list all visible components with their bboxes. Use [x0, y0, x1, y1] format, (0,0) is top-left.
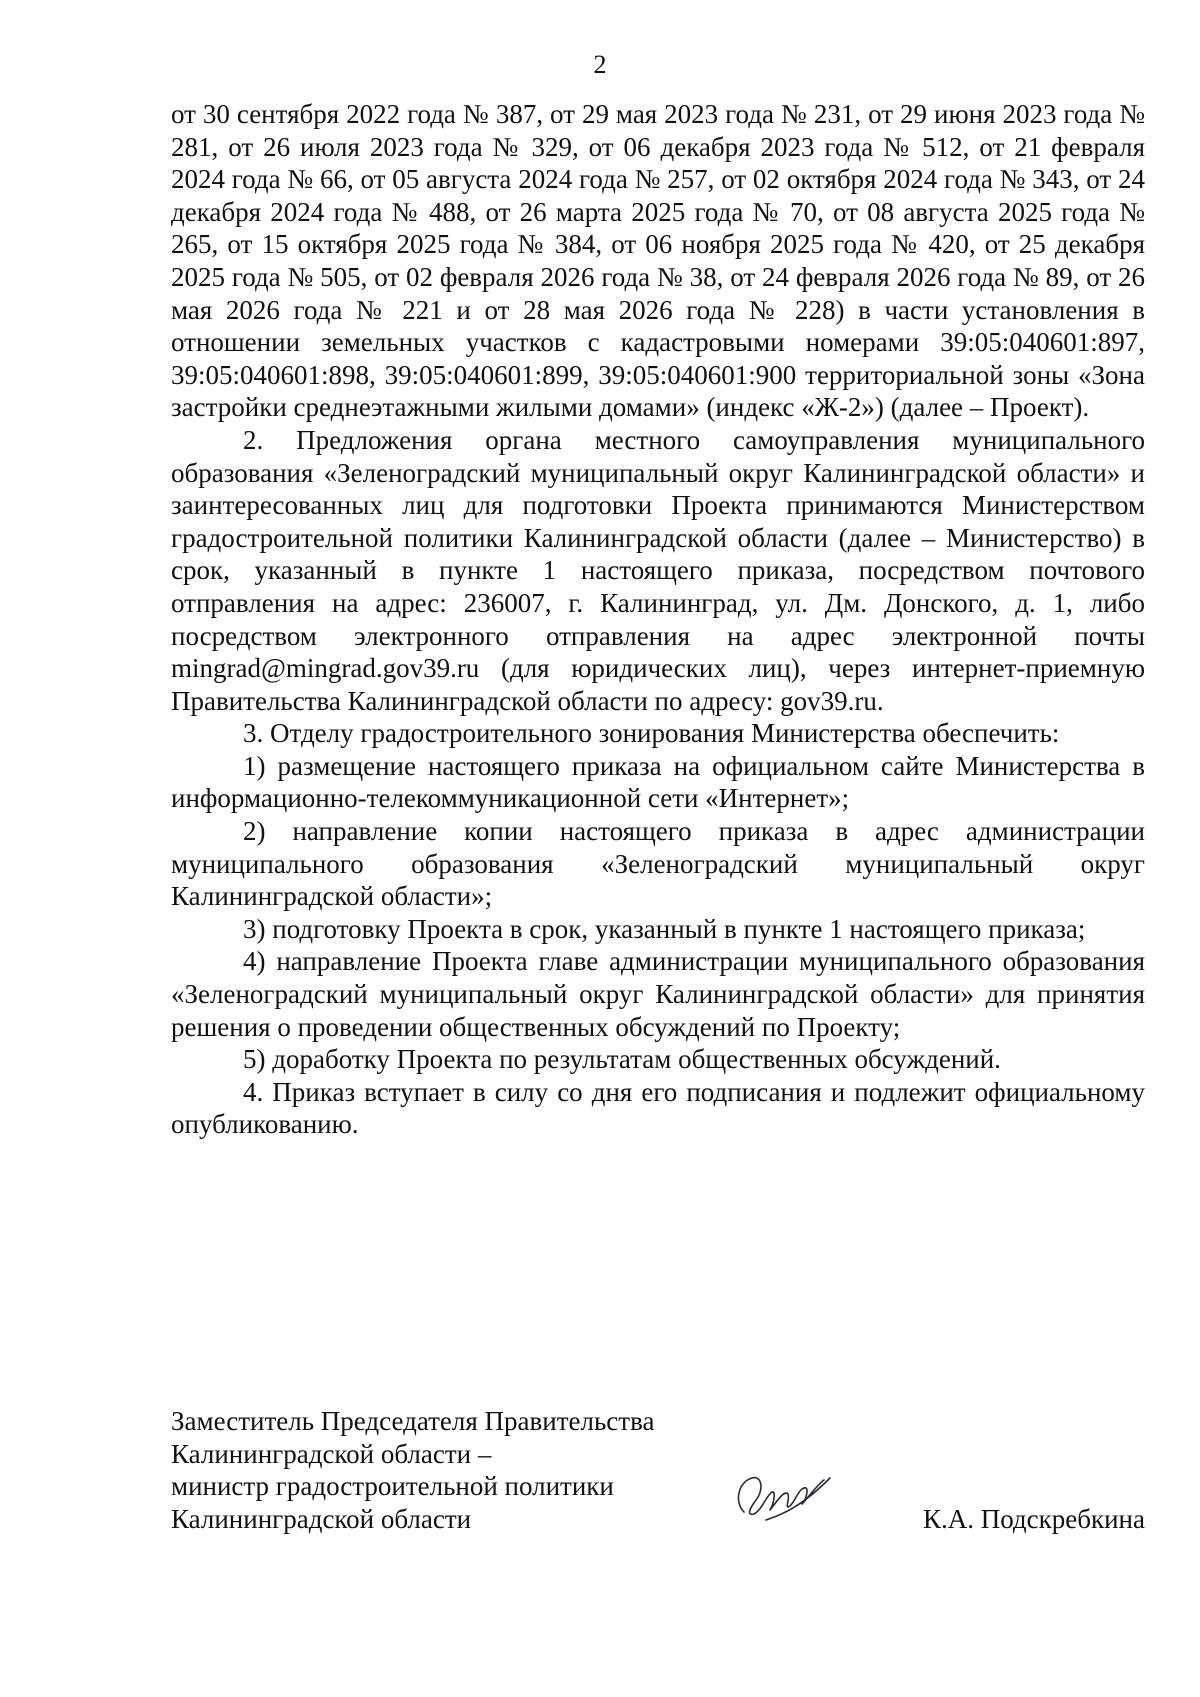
paragraph-4-effective: 4. Приказ вступает в силу со дня его подписания и подлежит официальному опубликованию.	[171, 1076, 1145, 1140]
paragraph-3-item-3: 3) подготовку Проекта в срок, указанный в пункте 1 настоящего приказа;	[243, 913, 1086, 944]
signer-position	[171, 1405, 731, 1535]
document-body	[171, 98, 1145, 1141]
paragraph-continuation: от 30 сентября 2022 года № 387, от 29 мая 2023 года № 231, от 29 июня 2023 года № 281, от 26 июля 2023 года № 329, от 06 декабря 2023 года № 512, от 21 февраля 2024 года № 66, от 05 августа 2024 года № 257, от 02 октября 2024 года № 343, от 24 декабря 2024 года № 488, от 26 марта 2025 года № 70, от 08 августа 2025 года № 265, от 15 октября 2025 года № 384, от 06 ноября 2025 года № 420, от 25 декабря 2025 года № 505, от 02 февраля 2026 года № 38, от 24 февраля 2026 года № 89, от 26 мая 2026 года № 221 и от 28 мая 2026 года № 228) в части установления в отношении земельных участков с кадастровыми номерами 39:05:040601:897, 39:05:040601:898, 39:05:040601:899, 39:05:040601:900 территориальной зоны «Зона застройки среднеэтажными жилыми домами» (индекс «Ж-2») (далее – Проект).	[171, 99, 1145, 423]
paragraph-3-item-1: 1) размещение настоящего приказа на официальном сайте Министерства в информационно-телекоммуникационной сети «Интернет»;	[171, 750, 1145, 814]
paragraph-3-item-2: 2) направление копии настоящего приказа в адрес администрации муниципального образования «Зеленоградский муниципальный округ Калининградской области»;	[171, 816, 1145, 912]
paragraph-2-proposals: 2. Предложения органа местного самоуправления муниципального образования «Зеленоградский муниципальный округ Калининградской области» и заинтересованных лиц для подготовки Проекта принимаются Министерством градостроительной политики Калининградской области (далее – Министерство) в срок, указанный в пункте 1 настоящего приказа, посредством почтового отправления на адрес: 236007, г. Калининград, ул. Дм. Донского, д. 1, либо посредством электронного отправления на адрес электронной почты mingrad@mingrad.gov39.ru (для юридических лиц), через интернет-приемную Правительства Калининградской области по адресу: gov39.ru.	[171, 424, 1145, 716]
signer-position-line: Калининградской области	[171, 1503, 472, 1534]
page-number: 2	[593, 50, 607, 79]
handwritten-signature	[726, 1460, 836, 1530]
paragraph-3-department: 3. Отделу градостроительного зонирования Министерства обеспечить:	[243, 718, 1060, 749]
signature-block	[171, 1405, 1145, 1545]
signer-position-line: Заместитель Председателя Правительства	[171, 1406, 655, 1436]
signer-name: К.А. Подскребкина	[922, 1504, 1145, 1534]
signer-position-line: Калининградской области –	[171, 1438, 492, 1469]
paragraph-3-item-4: 4) направление Проекта главе администрации муниципального образования «Зеленоградский муниципальный округ Калининградской области» для принятия решения о проведении общественных обсуждений по Проекту;	[171, 946, 1145, 1042]
paragraph-3-item-5: 5) доработку Проекта по результатам общественных обсуждений.	[243, 1044, 1001, 1075]
signer-position-line: министр градостроительной политики	[171, 1471, 614, 1502]
